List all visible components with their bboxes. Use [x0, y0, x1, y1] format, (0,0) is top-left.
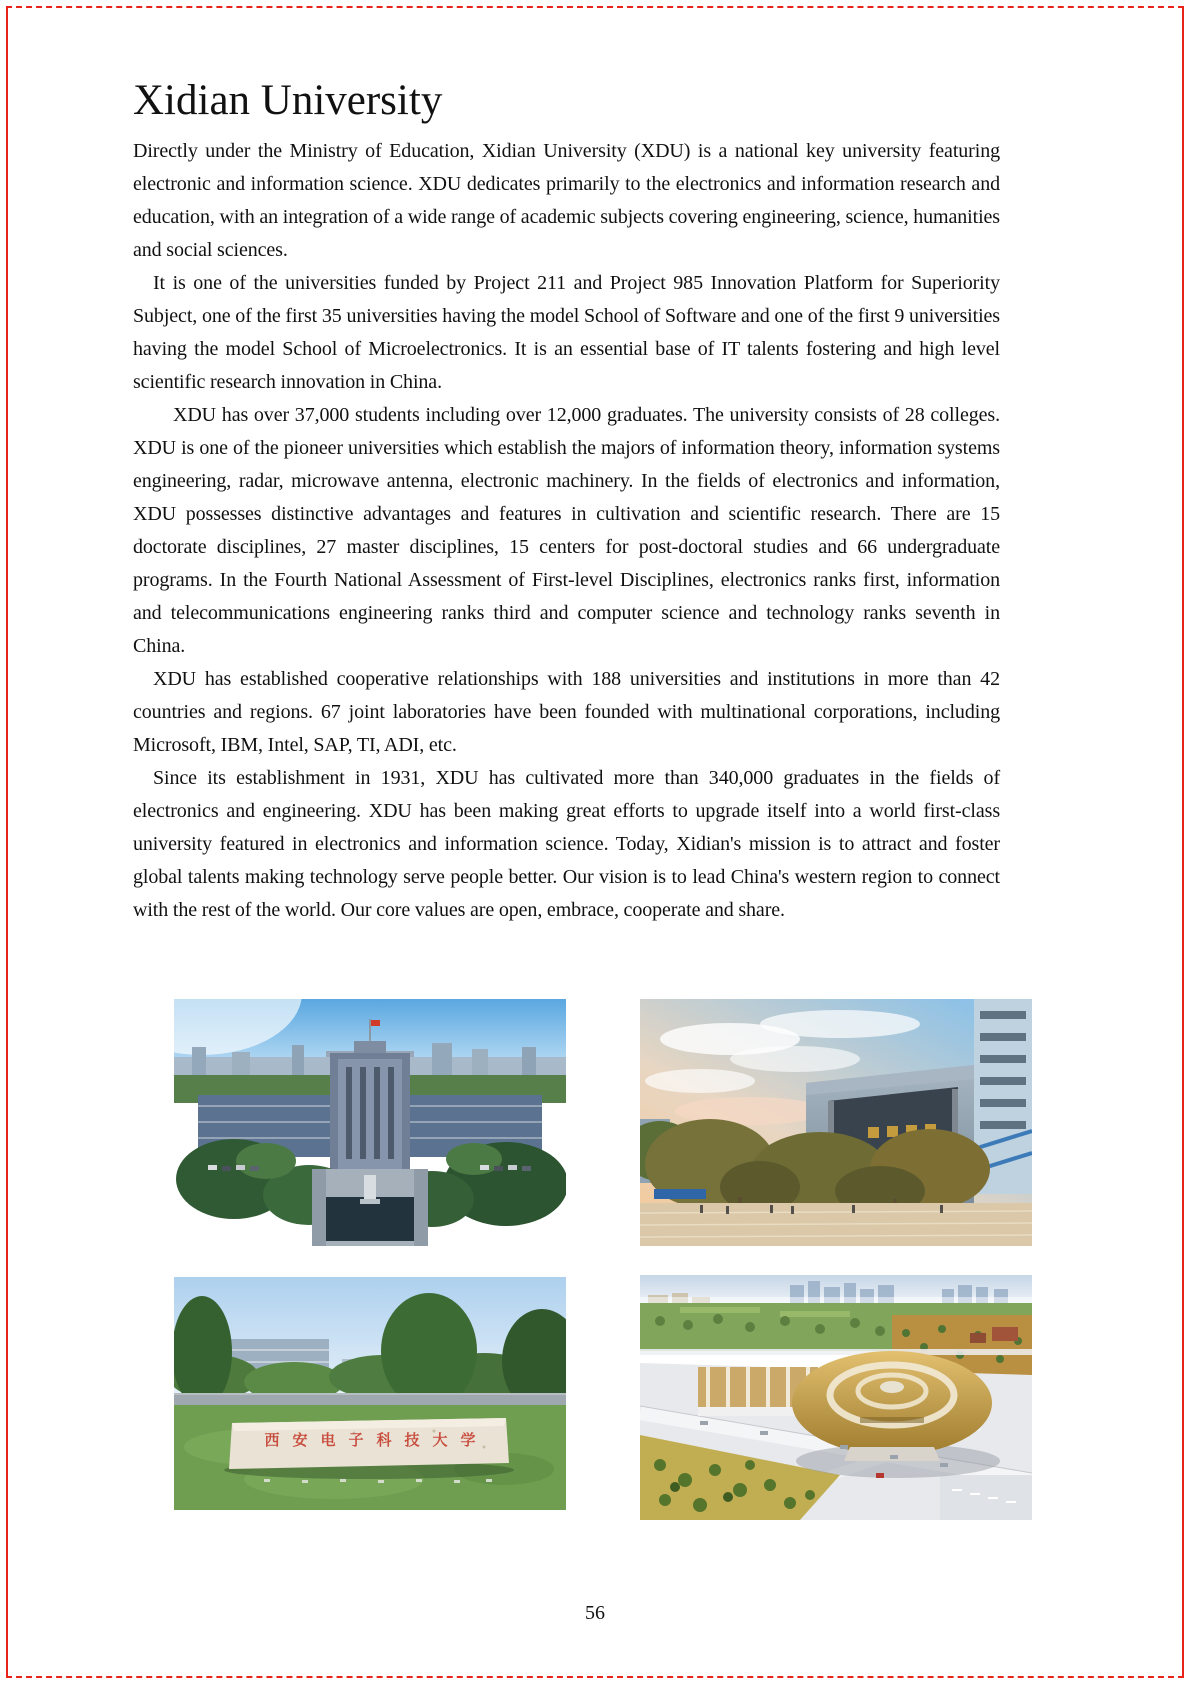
photo-stone-gate-art: [174, 1277, 566, 1510]
photo-golden-dome-aerial: [640, 1275, 1032, 1520]
photo-main-building-art: [174, 999, 566, 1246]
photo-arch-building-sunset: [640, 999, 1032, 1246]
stone-sign-text: 西安电子科技大学: [264, 1431, 489, 1449]
photo-main-building: [174, 999, 566, 1246]
page-title: Xidian University: [133, 77, 443, 124]
paragraph-2: It is one of the universities funded by Project 211 and Project 985 Innovation Platform for Superiority Subject, one of the first 35 universities having the model School of Software and one of the first 9 universities having the model School of Microelectronics. It is an essential base of IT talents fostering and high level scientific research innovation in China.: [133, 272, 1000, 394]
paragraph-5: Since its establishment in 1931, XDU has cultivated more than 340,000 graduates in the fields of electronics and engineering. XDU has been making great efforts to upgrade itself into a world first-class university featured in electronics and information science. Today, Xidian's mission is to attract and foster global talents making technology serve people better. Our vision is to lead China's western region to connect with the rest of the world. Our core values are open, embrace, cooperate and share.: [133, 767, 1000, 922]
photo-golden-dome-art: [640, 1275, 1032, 1520]
photo-arch-building-art: [640, 999, 1032, 1246]
paragraph-1: Directly under the Ministry of Education, Xidian University (XDU) is a national key university featuring electronic and information science. XDU dedicates primarily to the electronics and information research and education, with an integration of a wide range of academic subjects covering engineering, science, humanities and social sciences.: [133, 140, 1000, 262]
paragraph-4: XDU has established cooperative relationships with 188 universities and institutions in more than 42 countries and regions. 67 joint laboratories have been founded with multinational corporations, including Microsoft, IBM, Intel, SAP, TI, ADI, etc.: [133, 668, 1000, 757]
photo-stone-gate-sign: [174, 1277, 566, 1510]
article-body: [133, 0, 1000, 927]
page-number: 56: [585, 1602, 605, 1624]
paragraph-3: XDU has over 37,000 students including over 12,000 graduates. The university consists of 28 colleges. XDU is one of the pioneer universities which establish the majors of information theory, information systems engineering, radar, microwave antenna, electronic machinery. In the fields of electronics and information, XDU possesses distinctive advantages and features in cultivation and scientific research. There are 15 doctorate disciplines, 27 master disciplines, 15 centers for post-doctoral studies and 66 undergraduate programs. In the Fourth National Assessment of First-level Disciplines, electronics ranks first, information and telecommunications engineering ranks third and computer science and technology ranks seventh in China.: [133, 404, 1000, 658]
